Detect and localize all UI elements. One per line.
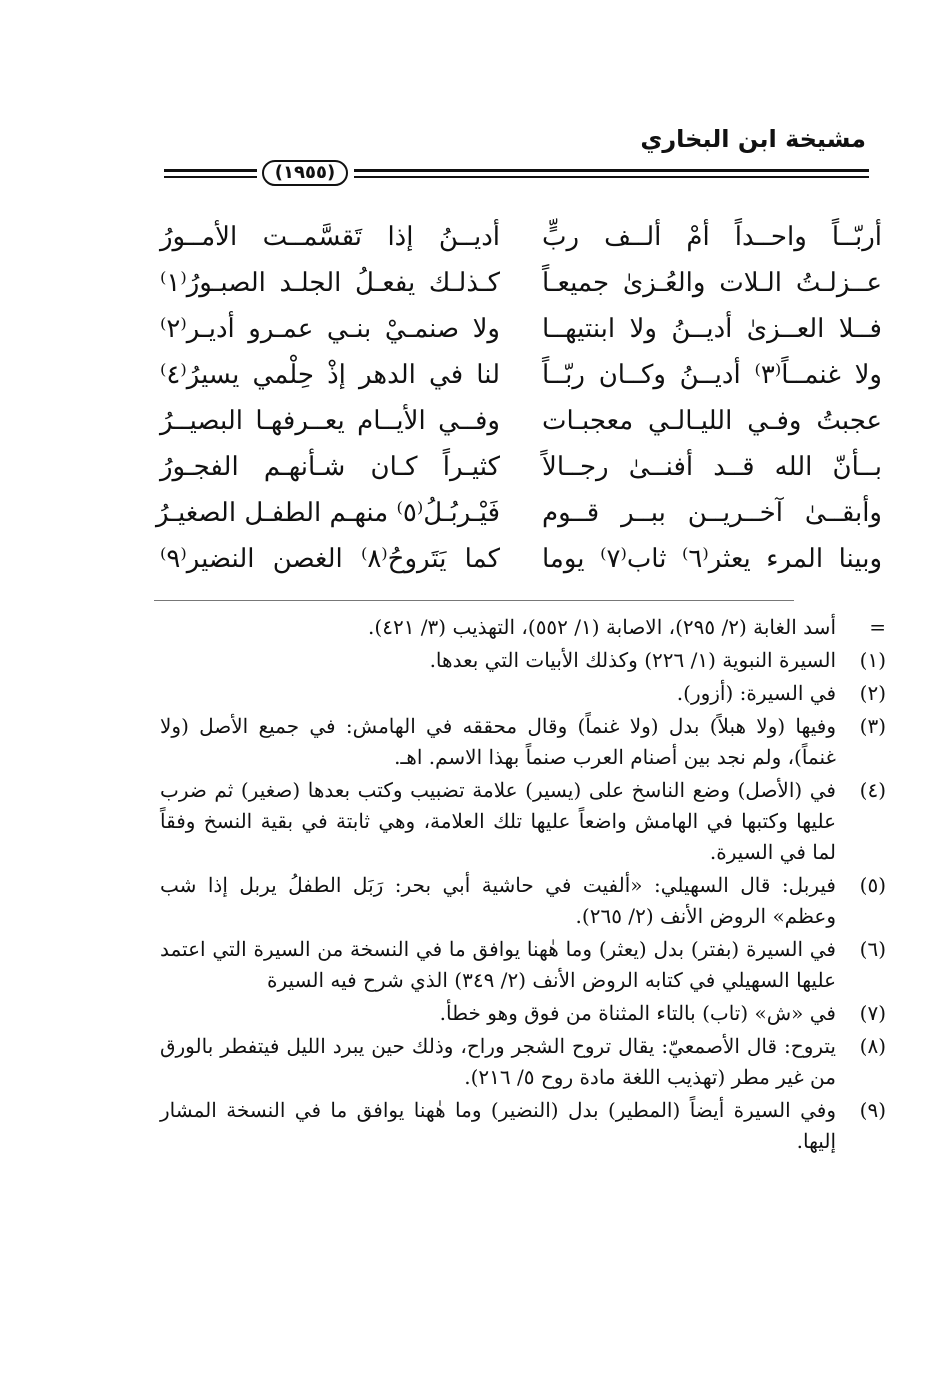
verse-first-hemistich: وبينا المرء يعثر⁽٦⁾ ثاب⁽٧⁾ يوما xyxy=(542,544,882,574)
footnote xyxy=(160,1031,886,1093)
verse-first-hemistich: فــلا العــزىٰ أديــنُ ولا ابنتيهــا xyxy=(542,314,882,344)
verse-second-hemistich: كما يَتَروحُ⁽٨⁾ الغصن النضير⁽٩⁾ xyxy=(160,544,500,574)
header-rule xyxy=(164,160,869,190)
verse-second-hemistich: وفــي الأيــام يعــرفهـا البصيــرُ xyxy=(160,406,500,436)
footnote-text: في (الأصل) وضع الناسخ على (يسير) علامة تضبيب وكتب بعدها (صغير) ثم ضرب عليها وكتبها في الهامش واضعاً عليها تلك العلامة، وهي ثابتة في بقية النسخ وفقاً لما في السيرة. xyxy=(160,778,836,864)
footnote-number: (٧) xyxy=(859,1001,886,1025)
footnote xyxy=(160,711,886,773)
footnote xyxy=(160,612,886,643)
verse-second-hemistich: لنا في الدهر إذْ حِلْمي يسيرُ⁽٤⁾ xyxy=(160,360,500,390)
footnote-text: يتروح: قال الأصمعيّ: يقال تروح الشجر وراح، وذلك حين يبرد الليل فيتفطر بالورق من غير مطر (تهذيب اللغة مادة روح ٥/ ٢١٦). xyxy=(160,1034,836,1089)
footnote-number: (٢) xyxy=(859,681,886,705)
footnote xyxy=(160,1095,886,1157)
verse-row xyxy=(156,490,882,536)
page-number: (١٩٥٥) xyxy=(262,160,348,186)
verse-second-hemistich: فَيْـربُـلُ⁽٥⁾ منهـم الطفـل الصغيـرُ xyxy=(156,498,500,528)
verse-first-hemistich: ولا غنمــاً⁽٣⁾ أديــنُ وكــان ربّــاً xyxy=(542,360,882,390)
footnotes xyxy=(160,612,886,1159)
verse-row xyxy=(160,444,882,490)
footnote-text: في السيرة (بفتر) بدل (يعثر) وما هٰهنا يوافق ما في النسخة من السيرة التي اعتمد عليها السهيلي في كتابه الروض الأنف (٢/ ٣٤٩) الذي شرح فيه السيرة xyxy=(160,937,836,992)
footnote-text: فيربل: قال السهيلي: «ألفيت في حاشية أبي بحر: رَبَل الطفلُ يربل إذا شب وعظم» الروض الأنف (٢/ ٢٦٥). xyxy=(160,873,836,928)
verse-first-hemistich: عجبتُ وفـي الليـالـي معجبـات xyxy=(542,406,882,436)
footnote-text: وفي السيرة أيضاً (المطير) بدل (النضير) وما هٰهنا يوافق ما في النسخة المشار إليها. xyxy=(160,1098,836,1153)
verse-first-hemistich: وأبقــىٰ آخــريــن ببــر قــوم xyxy=(542,498,882,528)
verse-second-hemistich: أديــنُ إذا تَقسَّمــت الأمــورُ xyxy=(160,222,500,252)
verse-row xyxy=(160,352,882,398)
verse-second-hemistich: كثيـراً كـان شـأنهـم الفجـورُ xyxy=(160,452,500,482)
footnote-text: وفيها (ولا هبلاً) بدل (ولا غنماً) وقال محققه في الهامش: في جميع الأصل (ولا غنماً)، ولم نجد بين أصنام العرب صنماً بهذا الاسم. اهـ. xyxy=(160,714,836,769)
footnote-number: (١) xyxy=(859,648,886,672)
footnote-number: (٥) xyxy=(859,873,886,897)
verse-row xyxy=(160,398,882,444)
footnote-number: = xyxy=(869,615,886,639)
footnote-number: (٩) xyxy=(859,1098,886,1122)
footnote-text: في «ش» (تاب) بالتاء المثناة من فوق وهو خطأ. xyxy=(439,1001,836,1025)
running-header-title: مشيخة ابن البخاري xyxy=(640,125,866,153)
verse-second-hemistich: ولا صنمـيْ بنـي عمـرو أديـر⁽٢⁾ xyxy=(160,314,500,344)
footnote xyxy=(160,934,886,996)
footnote-number: (٨) xyxy=(859,1034,886,1058)
verse-second-hemistich: كـذلـك يفعـلُ الجلـد الصبـورُ⁽١⁾ xyxy=(160,268,500,298)
footnote-text: أسد الغابة (٢/ ٢٩٥)، الاصابة (١/ ٥٥٢)، التهذيب (٣/ ٤٢١). xyxy=(368,615,836,639)
footnote-divider xyxy=(154,600,794,601)
footnote-number: (٤) xyxy=(859,778,886,802)
footnote-number: (٦) xyxy=(859,937,886,961)
poem xyxy=(156,214,882,582)
header-rule-left-line xyxy=(164,169,257,172)
verse-row xyxy=(160,306,882,352)
footnote xyxy=(160,870,886,932)
footnote-text: في السيرة: (أزور). xyxy=(676,681,836,705)
verse-row xyxy=(160,260,882,306)
footnote xyxy=(160,775,886,868)
verse-first-hemistich: أربّــاً واحــداً أمْ ألــف ربٍّ xyxy=(542,222,882,252)
header-rule-left-line-thin xyxy=(164,176,257,178)
header-rule-right-line-thin xyxy=(354,176,869,178)
verse-row xyxy=(160,536,882,582)
verse-first-hemistich: عــزلـتُ الـلات والعُـزىٰ جميعـاً xyxy=(542,268,882,298)
verse-first-hemistich: بــأنّ الله قــد أفنــىٰ رجــالاً xyxy=(542,452,882,482)
verse-row xyxy=(160,214,882,260)
footnote xyxy=(160,998,886,1029)
header-rule-right-line xyxy=(354,169,869,172)
footnote xyxy=(160,678,886,709)
footnote-text: السيرة النبوية (١/ ٢٢٦) وكذلك الأبيات التي بعدها. xyxy=(429,648,836,672)
footnote-number: (٣) xyxy=(859,714,886,738)
footnote xyxy=(160,645,886,676)
